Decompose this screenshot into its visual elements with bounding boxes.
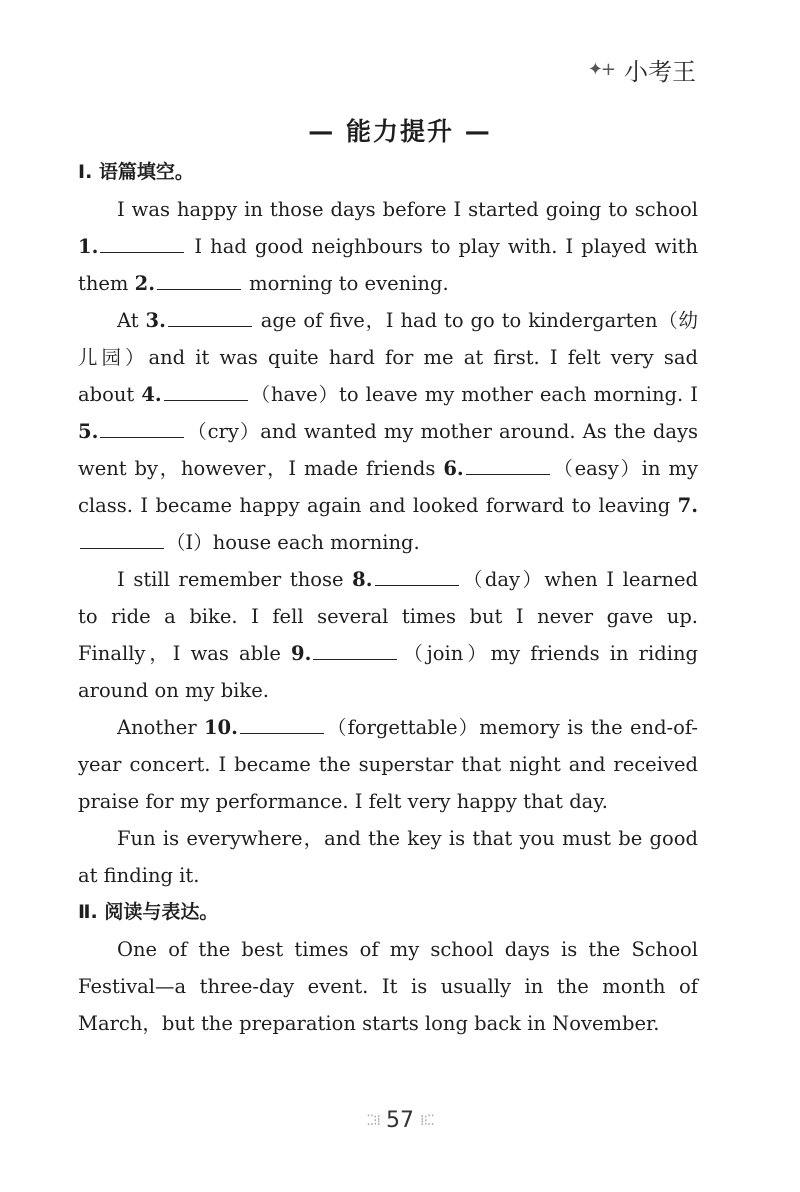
part1-paragraph-2	[78, 302, 698, 561]
blank-number-4: 4.	[141, 383, 162, 406]
blank-4[interactable]	[164, 380, 248, 401]
text-run: I had good neighbours to play with. I played with them	[78, 235, 698, 295]
blank-8[interactable]	[375, 565, 459, 586]
blank-number-3: 3.	[145, 309, 166, 332]
part1-paragraph-4	[78, 709, 698, 820]
blank-number-9: 9.	[291, 642, 312, 665]
blank-number-5: 5.	[78, 420, 99, 443]
blank-6[interactable]	[466, 454, 550, 475]
text-run: （cry）and wanted my mother around. As the days went by，however，I made friends	[78, 420, 698, 480]
text-run: （easy）in my class. I became happy again and looked forward to leaving	[78, 457, 698, 517]
blank-3[interactable]	[168, 306, 252, 327]
blank-number-2: 2.	[134, 272, 155, 295]
text-run: （join）my friends in riding around on my bike.	[78, 642, 698, 702]
sparkle-icon: ✦+	[587, 59, 614, 80]
part2-heading: Ⅱ. 阅读与表达。	[78, 901, 219, 923]
blank-7[interactable]	[80, 528, 164, 549]
page-footer	[0, 1108, 800, 1133]
footer-dots-left-icon: ⁚⁚⁝⁞	[366, 1113, 380, 1129]
text-run: age of five，I had to go to kindergarten（幼儿园）and it was quite hard for me at first. I felt very sad about	[78, 309, 698, 406]
text-run: I still remember those	[117, 568, 353, 591]
part1-heading: Ⅰ. 语篇填空。	[78, 161, 194, 183]
text-run: At	[117, 309, 146, 332]
blank-10[interactable]	[240, 713, 324, 734]
text-run: morning to evening.	[242, 272, 449, 295]
part2-paragraph-1: One of the best times of my school days is the School Festival—a three-day event. It is usually in the month of March，but the preparation starts long back in November.	[78, 938, 698, 1035]
blank-9[interactable]	[313, 639, 397, 660]
blank-1[interactable]	[100, 232, 184, 253]
blank-number-1: 1.	[78, 235, 99, 258]
part1-paragraph-1	[78, 191, 698, 302]
blank-number-8: 8.	[352, 568, 373, 591]
part1-paragraph-5: Fun is everywhere，and the key is that you must be good at finding it.	[78, 827, 698, 887]
text-run: （I）house each morning.	[166, 531, 420, 554]
page-number: 57	[386, 1108, 414, 1133]
text-run: （forgettable）memory is the end-of-year concert. I became the superstar that night and received praise for my performance. I felt very happy that day.	[78, 716, 698, 813]
blank-2[interactable]	[157, 269, 241, 290]
blank-5[interactable]	[100, 417, 184, 438]
section-title: — 能力提升 —	[308, 117, 492, 146]
brand-name: 小考王	[624, 58, 696, 86]
text-run: （day）when I learned to ride a bike. I fell several times but I never gave up. Finally，I was able	[78, 568, 698, 665]
part1-paragraph-3	[78, 561, 698, 709]
exercise-content	[78, 154, 698, 1042]
blank-number-6: 6.	[443, 457, 464, 480]
text-run: I was happy in those days before I started going to school	[117, 198, 698, 221]
text-run: （have）to leave my mother each morning. I	[249, 383, 698, 406]
footer-dots-right-icon: ⁞⁝⁚⁚	[420, 1113, 434, 1129]
blank-number-7: 7.	[677, 494, 698, 517]
brand-logo	[588, 52, 696, 87]
blank-number-10: 10.	[203, 716, 238, 739]
text-run: Another	[117, 716, 204, 739]
